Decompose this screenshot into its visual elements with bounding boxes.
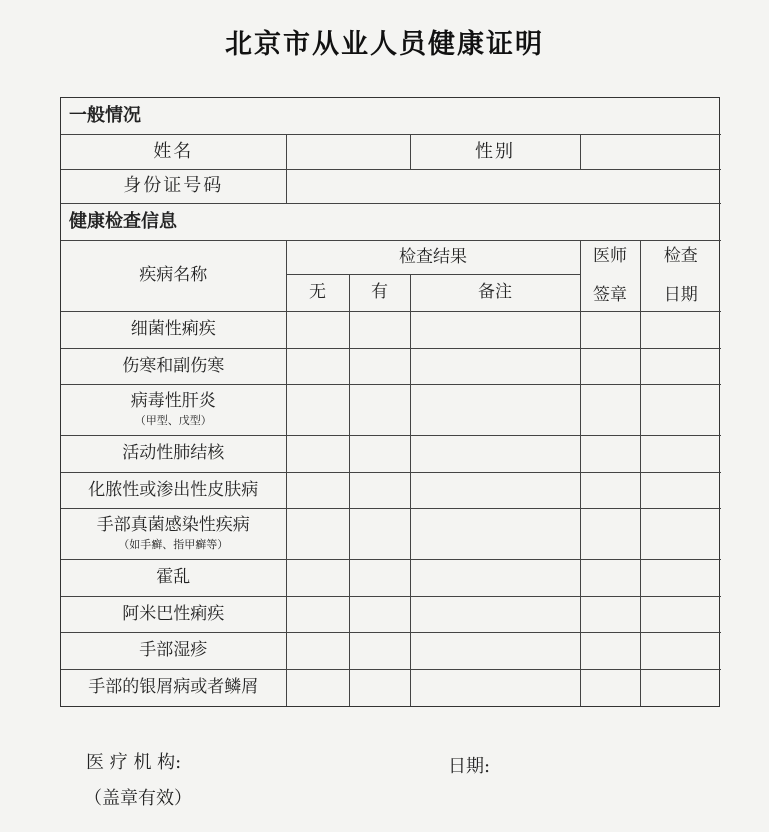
result-have-cell[interactable]	[349, 509, 410, 560]
doctor-signature-cell[interactable]	[580, 311, 640, 348]
disease-name: 手部的银屑病或者鳞屑	[88, 677, 259, 698]
result-none-header: 无	[286, 275, 349, 312]
disease-subnote: （甲型、戊型）	[134, 414, 212, 428]
doctor-signature-cell[interactable]	[580, 348, 640, 385]
date-label: 日期:	[448, 756, 491, 777]
result-note-cell[interactable]	[410, 435, 580, 472]
disease-name: 霍乱	[156, 567, 191, 588]
disease-name-cell	[61, 472, 286, 509]
doctor-signature-cell[interactable]	[580, 435, 640, 472]
exam-date-cell[interactable]	[640, 385, 721, 436]
result-none-cell[interactable]	[286, 435, 349, 472]
disease-name: 细菌性痢疾	[130, 318, 216, 339]
exam-date-cell[interactable]	[640, 348, 721, 385]
name-field[interactable]	[286, 135, 410, 170]
disease-name-cell	[61, 385, 286, 436]
result-have-cell[interactable]	[349, 560, 410, 597]
doctor-signature-cell[interactable]	[580, 596, 640, 633]
disease-row	[61, 509, 721, 560]
result-note-cell[interactable]	[410, 669, 580, 706]
disease-row	[61, 560, 721, 597]
disease-name: 病毒性肝炎	[130, 391, 216, 412]
id-number-field[interactable]	[286, 169, 721, 204]
result-have-cell[interactable]	[349, 596, 410, 633]
gender-field[interactable]	[580, 135, 721, 170]
disease-subnote: （如手癣、指甲癣等）	[118, 538, 229, 552]
date-header-line2: 日期	[663, 284, 698, 305]
disease-name-cell	[61, 311, 286, 348]
id-number-label: 身份证号码	[61, 169, 286, 204]
result-none-cell[interactable]	[286, 509, 349, 560]
doctor-signature-cell[interactable]	[580, 472, 640, 509]
disease-name-header: 疾病名称	[61, 240, 286, 311]
disease-row	[61, 633, 721, 670]
result-note-cell[interactable]	[410, 560, 580, 597]
disease-row	[61, 348, 721, 385]
doctor-signature-cell[interactable]	[580, 385, 640, 436]
result-none-cell[interactable]	[286, 385, 349, 436]
disease-name: 活动性肺结核	[122, 443, 225, 463]
result-have-cell[interactable]	[349, 311, 410, 348]
result-note-cell[interactable]	[410, 348, 580, 385]
result-have-cell[interactable]	[349, 348, 410, 385]
exam-date-cell[interactable]	[640, 509, 721, 560]
result-note-cell[interactable]	[410, 311, 580, 348]
health-section-heading: 健康检查信息	[61, 204, 721, 241]
exam-date-header	[640, 240, 721, 311]
disease-name: 化脓性或渗出性皮肤病	[88, 479, 259, 500]
doctor-signature-cell[interactable]	[580, 509, 640, 560]
disease-row	[61, 596, 721, 633]
exam-date-cell[interactable]	[640, 633, 721, 670]
disease-name-cell	[61, 435, 286, 472]
exam-date-cell[interactable]	[640, 669, 721, 706]
disease-name: 手部湿疹	[139, 640, 208, 661]
result-have-cell[interactable]	[349, 385, 410, 436]
result-none-cell[interactable]	[286, 311, 349, 348]
general-section-heading: 一般情况	[61, 98, 721, 135]
disease-row	[61, 385, 721, 436]
disease-row	[61, 311, 721, 348]
result-have-header: 有	[349, 275, 410, 312]
health-certificate-form	[60, 97, 720, 707]
disease-row	[61, 472, 721, 509]
result-none-cell[interactable]	[286, 633, 349, 670]
document-title: 北京市从业人员健康证明	[225, 29, 544, 60]
exam-date-cell[interactable]	[640, 596, 721, 633]
exam-date-cell[interactable]	[640, 311, 721, 348]
disease-name: 手部真菌感染性疾病	[96, 515, 250, 536]
exam-date-cell[interactable]	[640, 435, 721, 472]
doctor-header-line1: 医师	[593, 245, 627, 266]
doctor-signature-header	[580, 240, 640, 311]
doctor-header-line2: 签章	[593, 284, 627, 305]
disease-name-cell	[61, 669, 286, 706]
date-header-line1: 检查	[663, 245, 698, 266]
result-note-cell[interactable]	[410, 385, 580, 436]
form-table	[61, 98, 721, 706]
disease-name: 伤寒和副伤寒	[122, 355, 225, 376]
disease-name-cell	[61, 596, 286, 633]
disease-name: 阿米巴性痢疾	[122, 603, 225, 624]
doctor-signature-cell[interactable]	[580, 669, 640, 706]
institution-label: 医 疗 机 构:	[86, 752, 182, 773]
disease-row	[61, 435, 721, 472]
result-none-cell[interactable]	[286, 560, 349, 597]
result-none-cell[interactable]	[286, 669, 349, 706]
result-have-cell[interactable]	[349, 669, 410, 706]
result-note-header: 备注	[410, 275, 580, 312]
doctor-signature-cell[interactable]	[580, 560, 640, 597]
exam-date-cell[interactable]	[640, 472, 721, 509]
result-note-cell[interactable]	[410, 509, 580, 560]
disease-name-cell	[61, 560, 286, 597]
result-have-cell[interactable]	[349, 633, 410, 670]
result-note-cell[interactable]	[410, 472, 580, 509]
name-label: 姓名	[61, 135, 286, 170]
disease-name-cell	[61, 509, 286, 560]
disease-row	[61, 669, 721, 706]
result-none-cell[interactable]	[286, 348, 349, 385]
result-have-cell[interactable]	[349, 472, 410, 509]
gender-label: 性别	[410, 135, 580, 170]
exam-result-header: 检查结果	[286, 240, 580, 275]
result-none-cell[interactable]	[286, 472, 349, 509]
result-none-cell[interactable]	[286, 596, 349, 633]
exam-date-cell[interactable]	[640, 560, 721, 597]
disease-name-cell	[61, 633, 286, 670]
disease-name-cell	[61, 348, 286, 385]
result-have-cell[interactable]	[349, 435, 410, 472]
result-note-cell[interactable]	[410, 633, 580, 670]
doctor-signature-cell[interactable]	[580, 633, 640, 670]
result-note-cell[interactable]	[410, 596, 580, 633]
stamp-note: （盖章有效）	[84, 788, 192, 809]
